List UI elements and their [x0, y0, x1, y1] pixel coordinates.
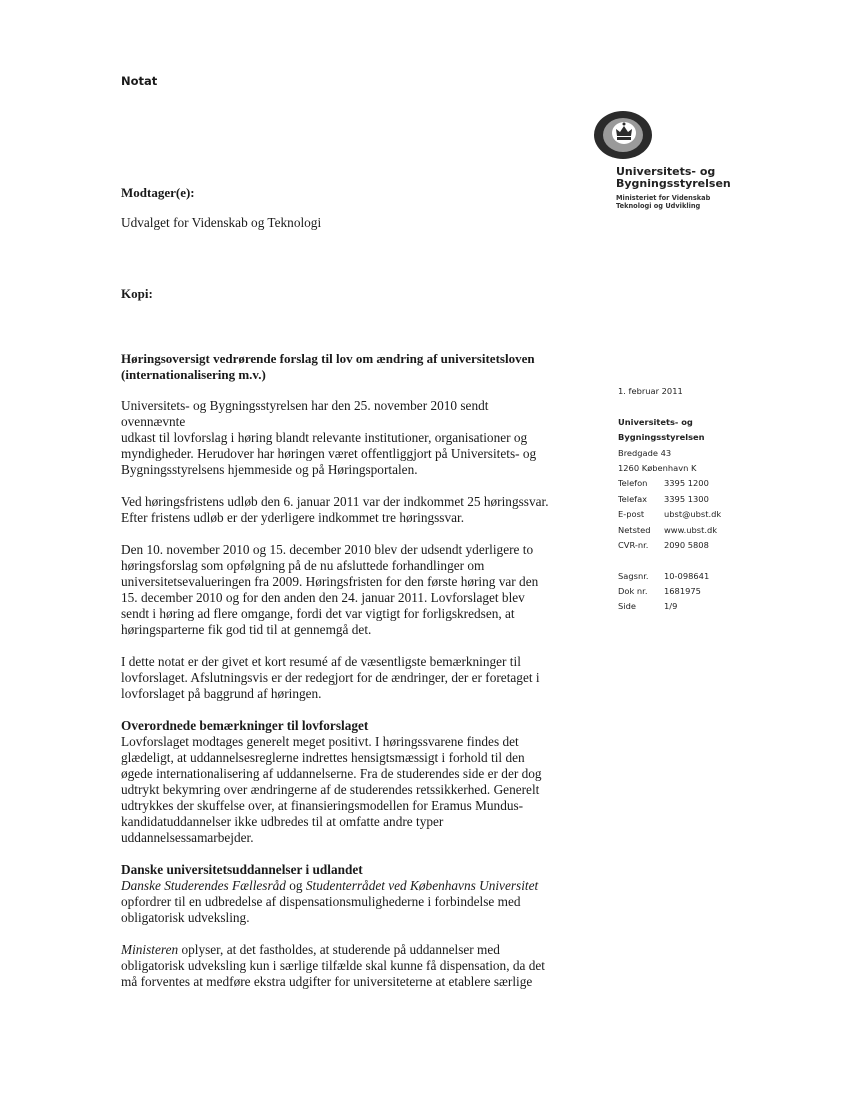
crown-emblem-icon	[592, 108, 654, 164]
document-title	[121, 351, 601, 383]
agency-logo	[594, 108, 731, 210]
recipients-value: Udvalget for Videnskab og Teknologi	[121, 215, 322, 230]
title-line: (internationalisering m.v.)	[121, 367, 266, 382]
sidebar-city: 1260 København K	[618, 462, 697, 473]
paragraph-minister	[121, 942, 601, 990]
text-line: obligatorisk udveksling.	[121, 910, 250, 925]
email-link[interactable]: ubst@ubst.dk	[664, 509, 722, 520]
text-line: kandidatuddannelser ikke udbredes til at omfatte andre typer	[121, 814, 444, 829]
contact-label: Netsted	[618, 524, 651, 535]
text-line: myndigheder. Herudover har høringen været offentliggjort på Universitets- og	[121, 446, 537, 461]
case-value: 1681975	[664, 586, 701, 597]
org-name: Danske Studerendes Fællesråd	[121, 878, 286, 893]
contact-row	[618, 476, 758, 491]
contact-label: Telefon	[618, 478, 648, 489]
contact-value: 3395 1200	[664, 478, 709, 489]
paragraph-additional-hearings	[121, 542, 601, 638]
case-label: Dok nr.	[618, 586, 648, 597]
case-value: 10-098641	[664, 570, 710, 581]
document-type-label: Notat	[121, 74, 158, 88]
section-heading-abroad: Danske universitetsuddannelser i udlandet	[121, 862, 363, 877]
text-line: sendt i høring ad flere omgange, fordi det var vigtigt for forligskredsen, at	[121, 606, 515, 621]
text-line: obligatorisk udveksling kun i særlige tilfælde skal kunne få dispensation, da det	[121, 958, 545, 973]
text-line: Bygningsstyrelsens hjemmeside og på Høringsportalen.	[121, 462, 418, 477]
text-line: Efter fristens udløb er der yderligere indkommet tre høringssvar.	[121, 510, 465, 525]
case-label: Sagsnr.	[618, 570, 649, 581]
contact-row	[618, 523, 758, 538]
case-row	[618, 584, 758, 599]
text-line: udkast til lovforslag i høring blandt relevante institutioner, organisationer og	[121, 430, 528, 445]
paragraph-general-remarks	[121, 734, 601, 846]
text-line: udtrykkes der skuffelse over, at finansieringsmodellen for Eramus Mundus-	[121, 798, 524, 813]
contact-row	[618, 492, 758, 507]
recipients-label: Modtager(e):	[121, 185, 195, 200]
org-name: Studenterrådet ved Københavns Universitet	[305, 878, 539, 893]
website-link[interactable]: www.ubst.dk	[664, 524, 718, 535]
logo-sub-line2: Teknologi og Udvikling	[616, 202, 701, 210]
text-line: 15. december 2010 og for den anden den 24. januar 2011. Lovforslaget blev	[121, 590, 525, 605]
text-line: høringsparterne fik god tid til at gennemgå det.	[121, 622, 372, 637]
subject: Ministeren	[121, 942, 179, 957]
paragraph-intro	[121, 398, 601, 478]
paragraph-deadline	[121, 494, 601, 526]
logo-name-line2: Bygningsstyrelsen	[616, 177, 731, 190]
section-heading-general: Overordnede bemærkninger til lovforslaget	[121, 718, 369, 733]
text-line: glædeligt, at uddannelsesreglerne indrettes hensigtsmæssigt i forhold til den	[121, 750, 525, 765]
paragraph-summary	[121, 654, 601, 702]
contact-label: CVR-nr.	[618, 539, 649, 550]
case-row	[618, 569, 758, 584]
text-line: uddannelsessamarbejder.	[121, 830, 254, 845]
logo-name-line1: Universitets- og	[616, 165, 716, 178]
contact-row	[618, 538, 758, 553]
sidebar-org-line1: Universitets- og	[618, 416, 693, 427]
sidebar-org-line2: Bygningsstyrelsen	[618, 432, 705, 443]
case-label: Side	[618, 601, 636, 612]
document-body	[121, 398, 601, 990]
title-line: Høringsoversigt vedrørende forslag til lov om ændring af universitetsloven	[121, 351, 535, 366]
text-line	[121, 878, 601, 894]
page-indicator: 1/9	[664, 601, 678, 612]
copy-label: Kopi:	[121, 286, 153, 301]
text-line: Lovforslaget modtages generelt meget positivt. I høringssvarene findes det	[121, 734, 519, 749]
text-line: må forventes at medføre ekstra udgifter for universiteterne at etablere særlige	[121, 974, 533, 989]
text-line: Ved høringsfristens udløb den 6. januar 2011 var der indkommet 25 høringssvar.	[121, 494, 549, 509]
case-row	[618, 599, 758, 614]
conjunction: og	[285, 878, 306, 893]
contact-value: 2090 5808	[664, 539, 709, 550]
text-line: lovforslaget. Afslutningsvis er der redegjort for de ændringer, der er foretaget i	[121, 670, 540, 685]
sidebar-street: Bredgade 43	[618, 447, 672, 458]
text-line: Den 10. november 2010 og 15. december 2010 blev der udsendt yderligere to	[121, 542, 534, 557]
logo-sub-line1: Ministeriet for Videnskab	[616, 194, 711, 202]
text-line: høringsforslag som opfølgning på de nu afsluttede forhandlinger om	[121, 558, 485, 573]
contact-label: E-post	[618, 509, 645, 520]
contact-label: Telefax	[618, 493, 648, 504]
text-line: universitetsevalueringen fra 2009. Høringsfristen for den første høring var den	[121, 574, 539, 589]
sidebar-info	[618, 384, 758, 615]
text-line: udtrykt bekymring over ændringerne af de studerendes retssikkerhed. Generelt	[121, 782, 540, 797]
document-date: 1. februar 2011	[618, 386, 683, 396]
text-line: Universitets- og Bygningsstyrelsen har den 25. november 2010 sendt	[121, 398, 489, 413]
text-line: ovennævnte	[121, 414, 186, 429]
text-line: lovforslaget på baggrund af høringen.	[121, 686, 322, 701]
contact-value: 3395 1300	[664, 493, 709, 504]
text-line: opfordrer til en udbredelse af dispensationsmulighederne i forbindelse med	[121, 894, 521, 909]
text-line	[121, 942, 601, 958]
contact-row	[618, 507, 758, 522]
text-line: I dette notat er der givet et kort resumé af de væsentligste bemærkninger til	[121, 654, 521, 669]
paragraph-student-councils	[121, 878, 601, 926]
text-line: øgede internationalisering af uddannelserne. Fra de studerendes side er der dog	[121, 766, 542, 781]
text-fragment: oplyser, at det fastholdes, at studerende på uddannelser med	[178, 942, 500, 957]
